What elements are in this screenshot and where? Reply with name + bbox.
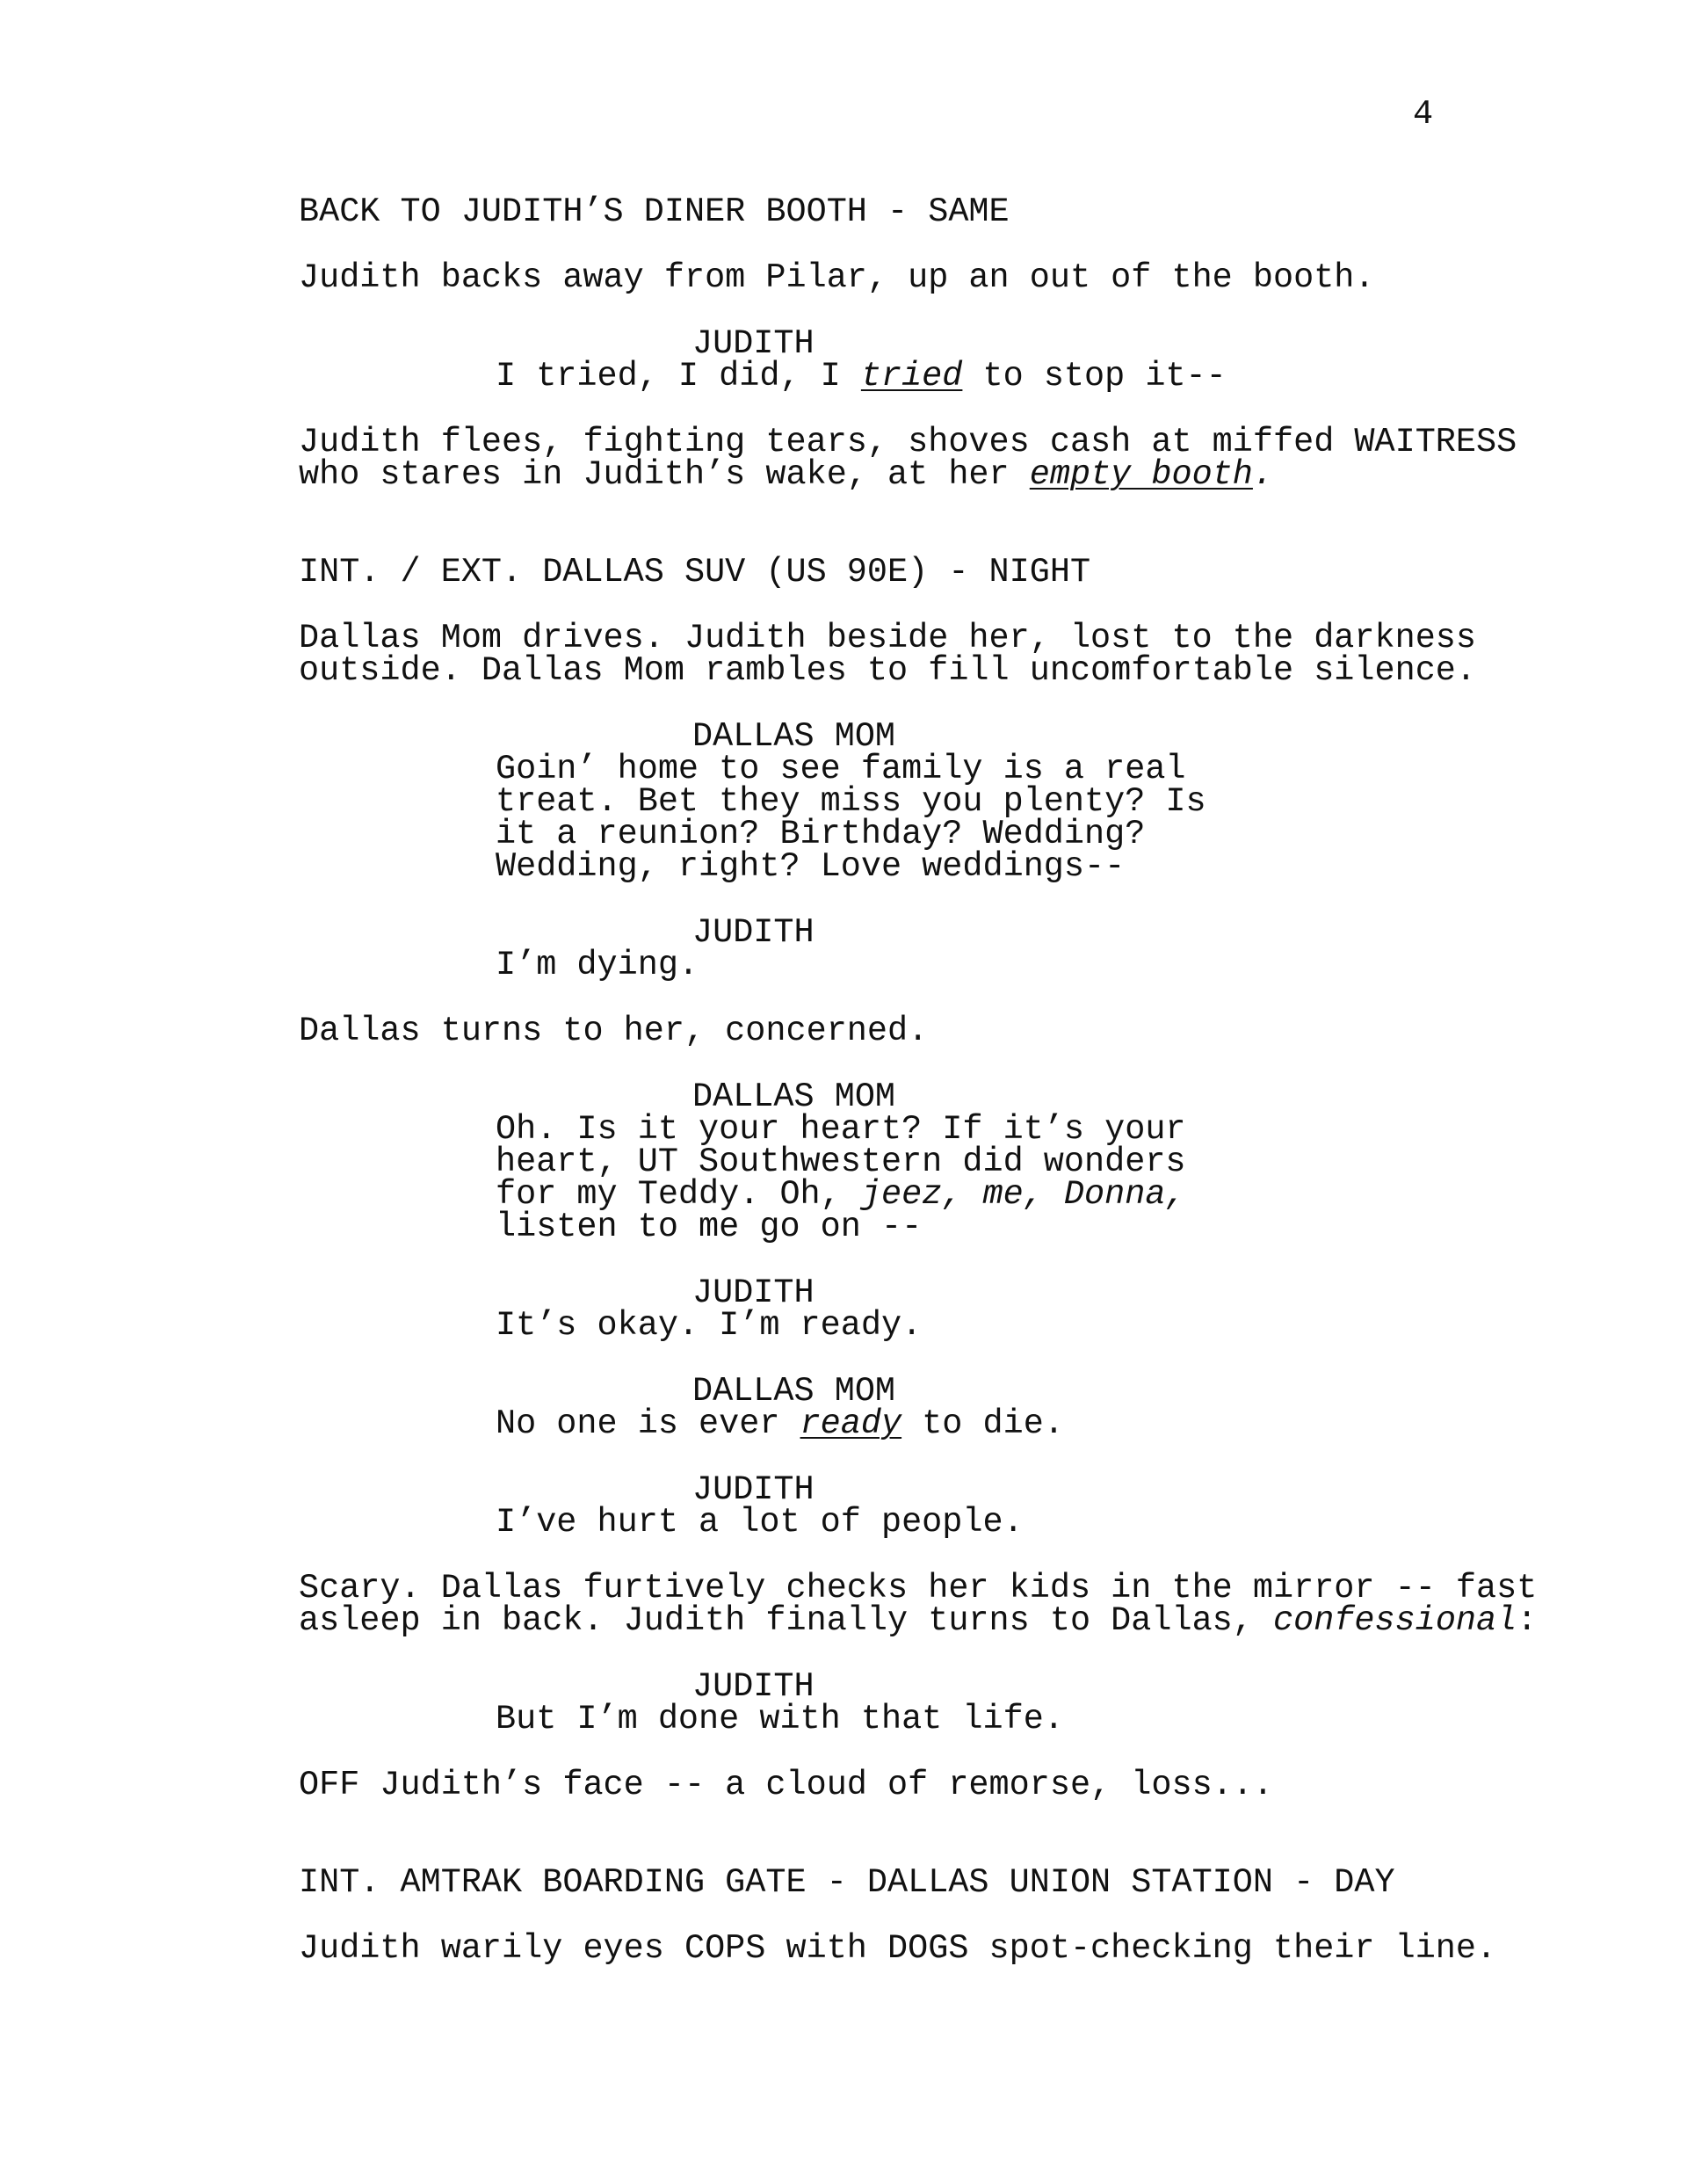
dialogue-line: I’m dying. bbox=[496, 946, 699, 984]
scene-heading: INT. / EXT. DALLAS SUV (US 90E) - NIGHT bbox=[299, 553, 1091, 591]
character-name: JUDITH bbox=[692, 913, 815, 952]
dialogue-line: I tried, I did, I tried to stop it-- bbox=[496, 357, 1227, 395]
dialogue-line: But I’m done with that life. bbox=[496, 1700, 1064, 1738]
emphasis-text: tried bbox=[860, 357, 963, 395]
dialogue-line: treat. Bet they miss you plenty? Is bbox=[496, 782, 1206, 821]
character-name: JUDITH bbox=[692, 324, 815, 363]
dialogue-line: Oh. Is it your heart? If it’s your bbox=[496, 1110, 1186, 1149]
character-name: DALLAS MOM bbox=[692, 1077, 896, 1116]
scene-heading: INT. AMTRAK BOARDING GATE - DALLAS UNION STATION - DAY bbox=[299, 1863, 1395, 1902]
action-line: Judith warily eyes COPS with DOGS spot-checking their line. bbox=[299, 1929, 1497, 1968]
dialogue-line: It’s okay. I’m ready. bbox=[496, 1306, 923, 1345]
action-line: Judith flees, fighting tears, shoves cash at miffed WAITRESS bbox=[299, 423, 1517, 461]
action-line: Dallas turns to her, concerned. bbox=[299, 1012, 929, 1050]
emphasis-text: ready bbox=[800, 1404, 902, 1443]
character-name: JUDITH bbox=[692, 1273, 815, 1312]
dialogue-line: it a reunion? Birthday? Wedding? bbox=[496, 815, 1146, 853]
dialogue-line: listen to me go on -- bbox=[496, 1208, 923, 1246]
character-name: DALLAS MOM bbox=[692, 1372, 896, 1411]
character-name: JUDITH bbox=[692, 1667, 815, 1706]
action-line: asleep in back. Judith finally turns to Dallas, confessional: bbox=[299, 1601, 1538, 1640]
dialogue-line: I’ve hurt a lot of people. bbox=[496, 1503, 1024, 1542]
character-name: DALLAS MOM bbox=[692, 717, 896, 756]
emphasis-text: jeez, me, Donna, bbox=[860, 1175, 1186, 1214]
dialogue-line: Goin’ home to see family is a real bbox=[496, 750, 1186, 788]
action-line: outside. Dallas Mom rambles to fill uncomfortable silence. bbox=[299, 651, 1477, 690]
emphasis-text: confessional bbox=[1272, 1601, 1517, 1640]
page-number: 4 bbox=[1413, 95, 1434, 134]
action-line: Dallas Mom drives. Judith beside her, lost to the darkness bbox=[299, 619, 1477, 657]
action-line: Scary. Dallas furtively checks her kids in the mirror -- fast bbox=[299, 1569, 1538, 1607]
dialogue-line: No one is ever ready to die. bbox=[496, 1404, 1064, 1443]
dialogue-line: for my Teddy. Oh, jeez, me, Donna, bbox=[496, 1175, 1186, 1214]
dialogue-line: Wedding, right? Love weddings-- bbox=[496, 847, 1126, 886]
emphasis-text: empty booth bbox=[1029, 455, 1253, 494]
action-line: who stares in Judith’s wake, at her empty booth. bbox=[299, 455, 1274, 494]
action-line: Judith backs away from Pilar, up an out of the booth. bbox=[299, 258, 1375, 297]
character-name: JUDITH bbox=[692, 1470, 815, 1509]
action-line: OFF Judith’s face -- a cloud of remorse, loss... bbox=[299, 1766, 1273, 1804]
dialogue-line: heart, UT Southwestern did wonders bbox=[496, 1143, 1186, 1181]
scene-heading: BACK TO JUDITH’S DINER BOOTH - SAME bbox=[299, 192, 1010, 231]
